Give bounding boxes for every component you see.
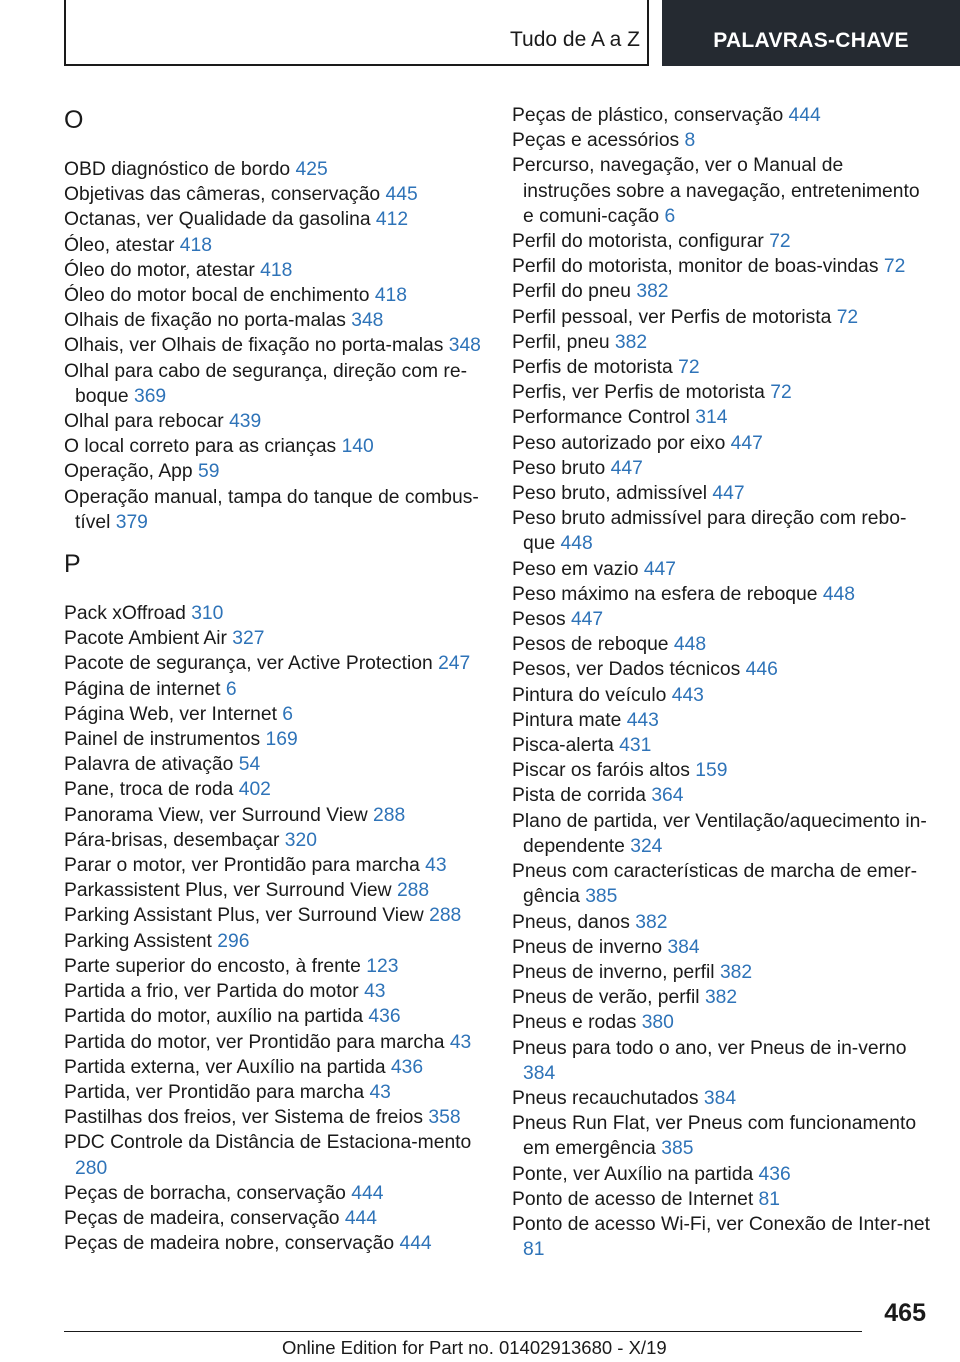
entry-text: Pesos de reboque: [512, 634, 669, 656]
entry-text: Pneus para todo o ano, ver Pneus de in-verno: [512, 1037, 907, 1059]
entry-text: PDC Controle da Distância de Estaciona-mento: [64, 1132, 472, 1154]
entry-text: Peso bruto, admissível: [512, 483, 708, 505]
page-reference-link[interactable]: 288: [429, 905, 462, 927]
index-entry: [512, 859, 932, 909]
index-entry: [512, 783, 932, 808]
index-entry: [512, 960, 932, 985]
entry-text: Performance Control: [512, 407, 690, 429]
page-reference-link[interactable]: 72: [678, 357, 700, 379]
entry-text: Partida, ver Prontidão para marcha: [64, 1081, 365, 1103]
index-entry: [512, 632, 932, 657]
entry-text: Pesos: [512, 609, 566, 631]
entry-text: Parkassistent Plus, ver Surround View: [64, 880, 392, 902]
entry-text: Plano de partida, ver Ventilação/aquecimento in-dependente: [512, 810, 927, 857]
page-reference-link[interactable]: 402: [238, 779, 271, 801]
index-entry: [64, 727, 484, 752]
page-reference-link[interactable]: 444: [788, 105, 821, 126]
page-reference-link[interactable]: 382: [704, 987, 738, 1009]
entry-text: Ponto de acesso Wi-Fi, ver Conexão de Inter-net: [512, 1213, 930, 1235]
entry-text: Percurso, navegação, ver o Manual de instruções sobre a navegação, entretenimento e comuni-cação: [512, 155, 920, 227]
entry-text: Peso em vazio: [512, 558, 639, 580]
entry-text: Panorama View, ver Surround View: [64, 804, 368, 826]
entry-text: Olhais, ver Olhais de fixação no porta-malas: [64, 335, 444, 357]
index-entry: [64, 434, 484, 459]
page-reference-link[interactable]: 412: [375, 209, 409, 231]
index-entry: [64, 359, 484, 409]
index-entry: [512, 506, 932, 556]
entry-text: Olhal para cabo de segurança, direção com re-boque: [64, 360, 467, 407]
index-entry: [512, 1162, 932, 1187]
index-entry: [64, 853, 484, 878]
index-entry: [64, 677, 484, 702]
page-reference-link[interactable]: 384: [523, 1062, 556, 1084]
entry-text: OBD diagnóstico de bordo: [64, 159, 291, 180]
entry-text: Parar o motor, ver Prontidão para marcha: [64, 855, 420, 877]
entry-text: Partida do motor, ver Prontidão para marcha: [64, 1031, 445, 1053]
page-reference-link[interactable]: 43: [364, 981, 386, 1003]
edition-text: Online Edition for Part no. 01402913680 - X/19: [282, 1337, 667, 1358]
entry-text: Partida a frio, ver Partida do motor: [64, 981, 359, 1003]
page-reference-link[interactable]: 348: [448, 335, 481, 357]
index-entry: [64, 1181, 484, 1206]
entry-text: Perfil do pneu: [512, 281, 631, 303]
page-reference-link[interactable]: 447: [610, 457, 643, 479]
entry-text: Octanas, ver Qualidade da gasolina: [64, 209, 371, 231]
index-entry: [64, 777, 484, 802]
index-entry: [64, 333, 484, 358]
header-divider-right: [647, 0, 649, 66]
index-entry: [64, 233, 484, 258]
page-reference-link[interactable]: 369: [133, 385, 167, 407]
index-entry: [512, 657, 932, 682]
index-entry: [512, 380, 932, 405]
page-reference-link[interactable]: 280: [75, 1157, 108, 1179]
index-entry: [512, 456, 932, 481]
entry-text: Peso autorizado por eixo: [512, 432, 726, 454]
entry-text: Perfil pessoal, ver Perfis de motorista: [512, 306, 832, 328]
page-reference-link[interactable]: 54: [238, 754, 261, 776]
page-reference-link[interactable]: 382: [719, 961, 753, 983]
page-reference-link[interactable]: 81: [758, 1188, 780, 1210]
index-entry: [512, 330, 932, 355]
page-reference-link[interactable]: 448: [673, 634, 707, 656]
entry-text: Pneus com características de marcha de emer-gência: [512, 861, 918, 908]
page-reference-link[interactable]: 418: [374, 285, 407, 307]
index-entry: [512, 607, 932, 632]
index-entry: [64, 702, 484, 727]
index-entry: [64, 1004, 484, 1029]
page-reference-link[interactable]: 447: [712, 483, 745, 505]
page-reference-link[interactable]: 444: [344, 1207, 377, 1229]
index-entry: [512, 683, 932, 708]
index-letter-heading: O: [64, 106, 84, 134]
page-reference-link[interactable]: 436: [390, 1056, 424, 1078]
page-reference-link[interactable]: 379: [115, 511, 148, 533]
entry-text: Ponte, ver Auxílio na partida: [512, 1163, 754, 1185]
page-reference-link[interactable]: 445: [385, 184, 418, 206]
index-entry: [512, 305, 932, 330]
entry-text: Peças de madeira, conservação: [64, 1207, 340, 1229]
entry-text: Objetivas das câmeras, conservação: [64, 184, 381, 206]
index-entry: [64, 182, 484, 207]
index-entry: [512, 758, 932, 783]
page-reference-link[interactable]: 314: [695, 407, 728, 429]
page-reference-link[interactable]: 443: [671, 684, 704, 706]
entry-text: Perfis, ver Perfis de motorista: [512, 382, 765, 404]
page-reference-link[interactable]: 123: [366, 955, 399, 977]
index-entry: [64, 459, 484, 484]
page-reference-link[interactable]: 358: [428, 1107, 461, 1129]
index-entry: [512, 557, 932, 582]
index-entry: [512, 809, 932, 859]
index-entry: [512, 1187, 932, 1212]
page-reference-link[interactable]: 324: [630, 835, 663, 857]
page-reference-link[interactable]: 385: [585, 886, 618, 908]
page-reference-link[interactable]: 380: [641, 1012, 674, 1034]
index-entry: [64, 409, 484, 434]
index-entry: [64, 929, 484, 954]
entry-text: Óleo do motor bocal de enchimento: [64, 285, 370, 307]
index-entry: [512, 582, 932, 607]
page-reference-link[interactable]: 382: [636, 281, 669, 303]
entry-text: Pesos, ver Dados técnicos: [512, 659, 741, 681]
entry-text: Peso máximo na esfera de reboque: [512, 583, 818, 605]
index-entry: [512, 733, 932, 758]
page-reference-link[interactable]: 382: [635, 911, 668, 933]
page-reference-link[interactable]: 443: [626, 709, 659, 731]
index-entry: [512, 128, 932, 153]
chapter-tab: [662, 0, 960, 66]
page-reference-link[interactable]: 425: [295, 159, 328, 180]
index-column-right: [512, 103, 932, 1262]
entry-text: Partida externa, ver Auxílio na partida: [64, 1056, 386, 1078]
entry-text: Perfis de motorista: [512, 357, 673, 379]
entry-text: O local correto para as crianças: [64, 436, 337, 458]
header-rule: [64, 64, 649, 66]
index-entry: [512, 431, 932, 456]
entry-text: Peso bruto: [512, 457, 606, 479]
entry-text: Operação manual, tampa do tanque de combus-tível: [64, 486, 479, 533]
entry-text: Pneus Run Flat, ver Pneus com funcionamento em emergência: [512, 1113, 917, 1160]
page-reference-link[interactable]: 444: [351, 1182, 384, 1204]
index-entry: [64, 308, 484, 333]
page-reference-link[interactable]: 72: [836, 306, 859, 328]
entry-text: Página Web, ver Internet: [64, 703, 277, 725]
entry-text: Peças de plástico, conservação: [512, 105, 784, 126]
page-reference-link[interactable]: 59: [198, 461, 220, 483]
index-entry: [512, 229, 932, 254]
page-reference-link[interactable]: 6: [225, 678, 237, 700]
entry-text: Óleo do motor, atestar: [64, 259, 255, 281]
index-entry: [64, 903, 484, 928]
page-reference-link[interactable]: 364: [651, 785, 684, 807]
page-reference-link[interactable]: 288: [396, 880, 430, 902]
entry-text: Partida do motor, auxílio na partida: [64, 1006, 364, 1028]
entry-text: Olhais de fixação no porta-malas: [64, 310, 346, 332]
page-reference-link[interactable]: 43: [425, 855, 447, 877]
index-entry: [64, 626, 484, 651]
entry-text: Óleo, atestar: [64, 234, 175, 256]
page-reference-link[interactable]: 384: [703, 1087, 737, 1109]
page-reference-link[interactable]: 384: [667, 936, 700, 958]
entry-text: Palavra de ativação: [64, 754, 234, 776]
page-reference-link[interactable]: 72: [770, 382, 792, 404]
page-reference-link[interactable]: 81: [523, 1239, 545, 1261]
entry-text: Pneus e rodas: [512, 1012, 637, 1034]
entry-text: Parte superior do encosto, à frente: [64, 955, 361, 977]
page-reference-link[interactable]: 431: [619, 735, 652, 757]
index-entry: [512, 935, 932, 960]
index-entry: [64, 828, 484, 853]
index-entry: [64, 954, 484, 979]
page-reference-link[interactable]: 418: [260, 259, 293, 281]
page-reference-link[interactable]: 310: [191, 603, 224, 625]
entry-text: Pane, troca de roda: [64, 779, 234, 801]
index-column-left: [64, 103, 484, 1256]
page-reference-link[interactable]: 448: [560, 533, 593, 555]
page-reference-link[interactable]: 288: [373, 804, 406, 826]
footer-rule: [64, 1331, 862, 1332]
entry-text: Olhal para rebocar: [64, 411, 224, 433]
entry-text: Peças e acessórios: [512, 130, 680, 152]
index-entry: [64, 1055, 484, 1080]
index-entry: [64, 651, 484, 676]
chapter-label: PALAVRAS-CHAVE: [713, 29, 909, 52]
entry-text: Pisca-alerta: [512, 735, 614, 757]
index-entry: [512, 254, 932, 279]
page-reference-link[interactable]: 169: [265, 729, 298, 751]
index-entry: [64, 1206, 484, 1231]
index-entry: [512, 481, 932, 506]
entry-text: Pneus de verão, perfil: [512, 987, 700, 1009]
index-entry: [64, 207, 484, 232]
index-entry: [512, 405, 932, 430]
entry-text: Peças de madeira nobre, conservação: [64, 1233, 395, 1255]
index-entry: [64, 1080, 484, 1105]
index-entry: [64, 979, 484, 1004]
index-entry: [512, 1010, 932, 1035]
index-entry: [64, 258, 484, 283]
index-entry: [64, 485, 484, 535]
page-reference-link[interactable]: 320: [284, 829, 317, 851]
entry-text: Perfil do motorista, configurar: [512, 231, 764, 253]
index-entry: [512, 910, 932, 935]
index-entry: [512, 153, 932, 229]
page-reference-link[interactable]: 418: [179, 234, 212, 256]
index-entry: [512, 103, 932, 128]
entry-text: Pneus, danos: [512, 911, 630, 933]
index-entry: [512, 355, 932, 380]
entry-text: Pack xOffroad: [64, 603, 186, 625]
page-reference-link[interactable]: 447: [570, 609, 604, 631]
page-reference-link[interactable]: 436: [368, 1006, 401, 1028]
page-reference-link[interactable]: 448: [822, 583, 855, 605]
entry-text: Parking Assistant Plus, ver Surround View: [64, 905, 424, 927]
page-reference-link[interactable]: 436: [758, 1163, 791, 1185]
page-reference-link[interactable]: 140: [341, 436, 374, 458]
page-reference-link[interactable]: 447: [643, 558, 676, 580]
entry-text: Pintura do veículo: [512, 684, 667, 706]
entry-text: Peças de borracha, conservação: [64, 1182, 346, 1204]
entry-text: Operação, App: [64, 461, 193, 483]
index-entry: [64, 601, 484, 626]
entry-text: Pneus de inverno, perfil: [512, 961, 715, 983]
page-reference-link[interactable]: 382: [614, 331, 648, 353]
index-entry: [64, 878, 484, 903]
index-entry: [64, 803, 484, 828]
entry-text: Página de internet: [64, 678, 221, 700]
entry-text: Pacote Ambient Air: [64, 628, 227, 650]
page-reference-link[interactable]: 6: [282, 703, 294, 725]
index-entry: [512, 1111, 932, 1161]
index-entry: [512, 708, 932, 733]
entry-text: Perfil do motorista, monitor de boas-vindas: [512, 256, 879, 278]
page-number: 465: [884, 1299, 926, 1327]
header-divider-left: [64, 0, 66, 66]
page-reference-link[interactable]: 43: [369, 1081, 391, 1103]
index-entry: [64, 283, 484, 308]
page-reference-link[interactable]: 296: [217, 930, 250, 952]
page-reference-link[interactable]: 159: [695, 760, 728, 782]
entry-text: Piscar os faróis altos: [512, 760, 690, 782]
page-header: [0, 0, 960, 66]
entry-text: Pacote de segurança, ver Active Protection: [64, 653, 433, 675]
entry-text: Pastilhas dos freios, ver Sistema de freios: [64, 1107, 424, 1129]
entry-text: Perfil, pneu: [512, 331, 610, 353]
index-entry: [512, 1036, 932, 1086]
page-reference-link[interactable]: 444: [399, 1233, 432, 1255]
page-reference-link[interactable]: 439: [229, 411, 262, 433]
index-entry: [64, 1231, 484, 1256]
index-entry: [64, 752, 484, 777]
page-reference-link[interactable]: 446: [745, 659, 778, 681]
entry-text: Pista de corrida: [512, 785, 646, 807]
page-reference-link[interactable]: 6: [664, 205, 676, 227]
index-entry: [64, 157, 484, 182]
index-letter-heading: P: [64, 550, 81, 579]
entry-text: Parking Assistent: [64, 930, 212, 952]
index-entry: [64, 1030, 484, 1055]
index-entry: [512, 985, 932, 1010]
page-reference-link[interactable]: 72: [769, 231, 791, 253]
entry-text: Ponto de acesso de Internet: [512, 1188, 754, 1210]
index-entry: [512, 1086, 932, 1111]
section-label: Tudo de A a Z: [510, 28, 640, 51]
page-reference-link[interactable]: 447: [730, 432, 763, 454]
entry-text: Painel de instrumentos: [64, 729, 261, 751]
page-reference-link[interactable]: 8: [684, 130, 696, 152]
entry-text: Pára-brisas, desembaçar: [64, 829, 280, 851]
entry-text: Pintura mate: [512, 709, 622, 731]
page-reference-link[interactable]: 385: [661, 1138, 694, 1160]
entry-text: Pneus recauchutados: [512, 1087, 699, 1109]
page-reference-link[interactable]: 327: [232, 628, 265, 650]
page-reference-link[interactable]: 43: [449, 1031, 472, 1053]
entry-text: Pneus de inverno: [512, 936, 663, 958]
entry-text: Peso bruto admissível para direção com rebo-que: [512, 508, 907, 555]
page-reference-link[interactable]: 72: [883, 256, 906, 278]
page-reference-link[interactable]: 247: [438, 653, 471, 675]
index-entry: [64, 1130, 484, 1180]
page-reference-link[interactable]: 348: [351, 310, 384, 332]
index-entry: [512, 279, 932, 304]
index-entry: [64, 1105, 484, 1130]
index-entry: [512, 1212, 932, 1262]
